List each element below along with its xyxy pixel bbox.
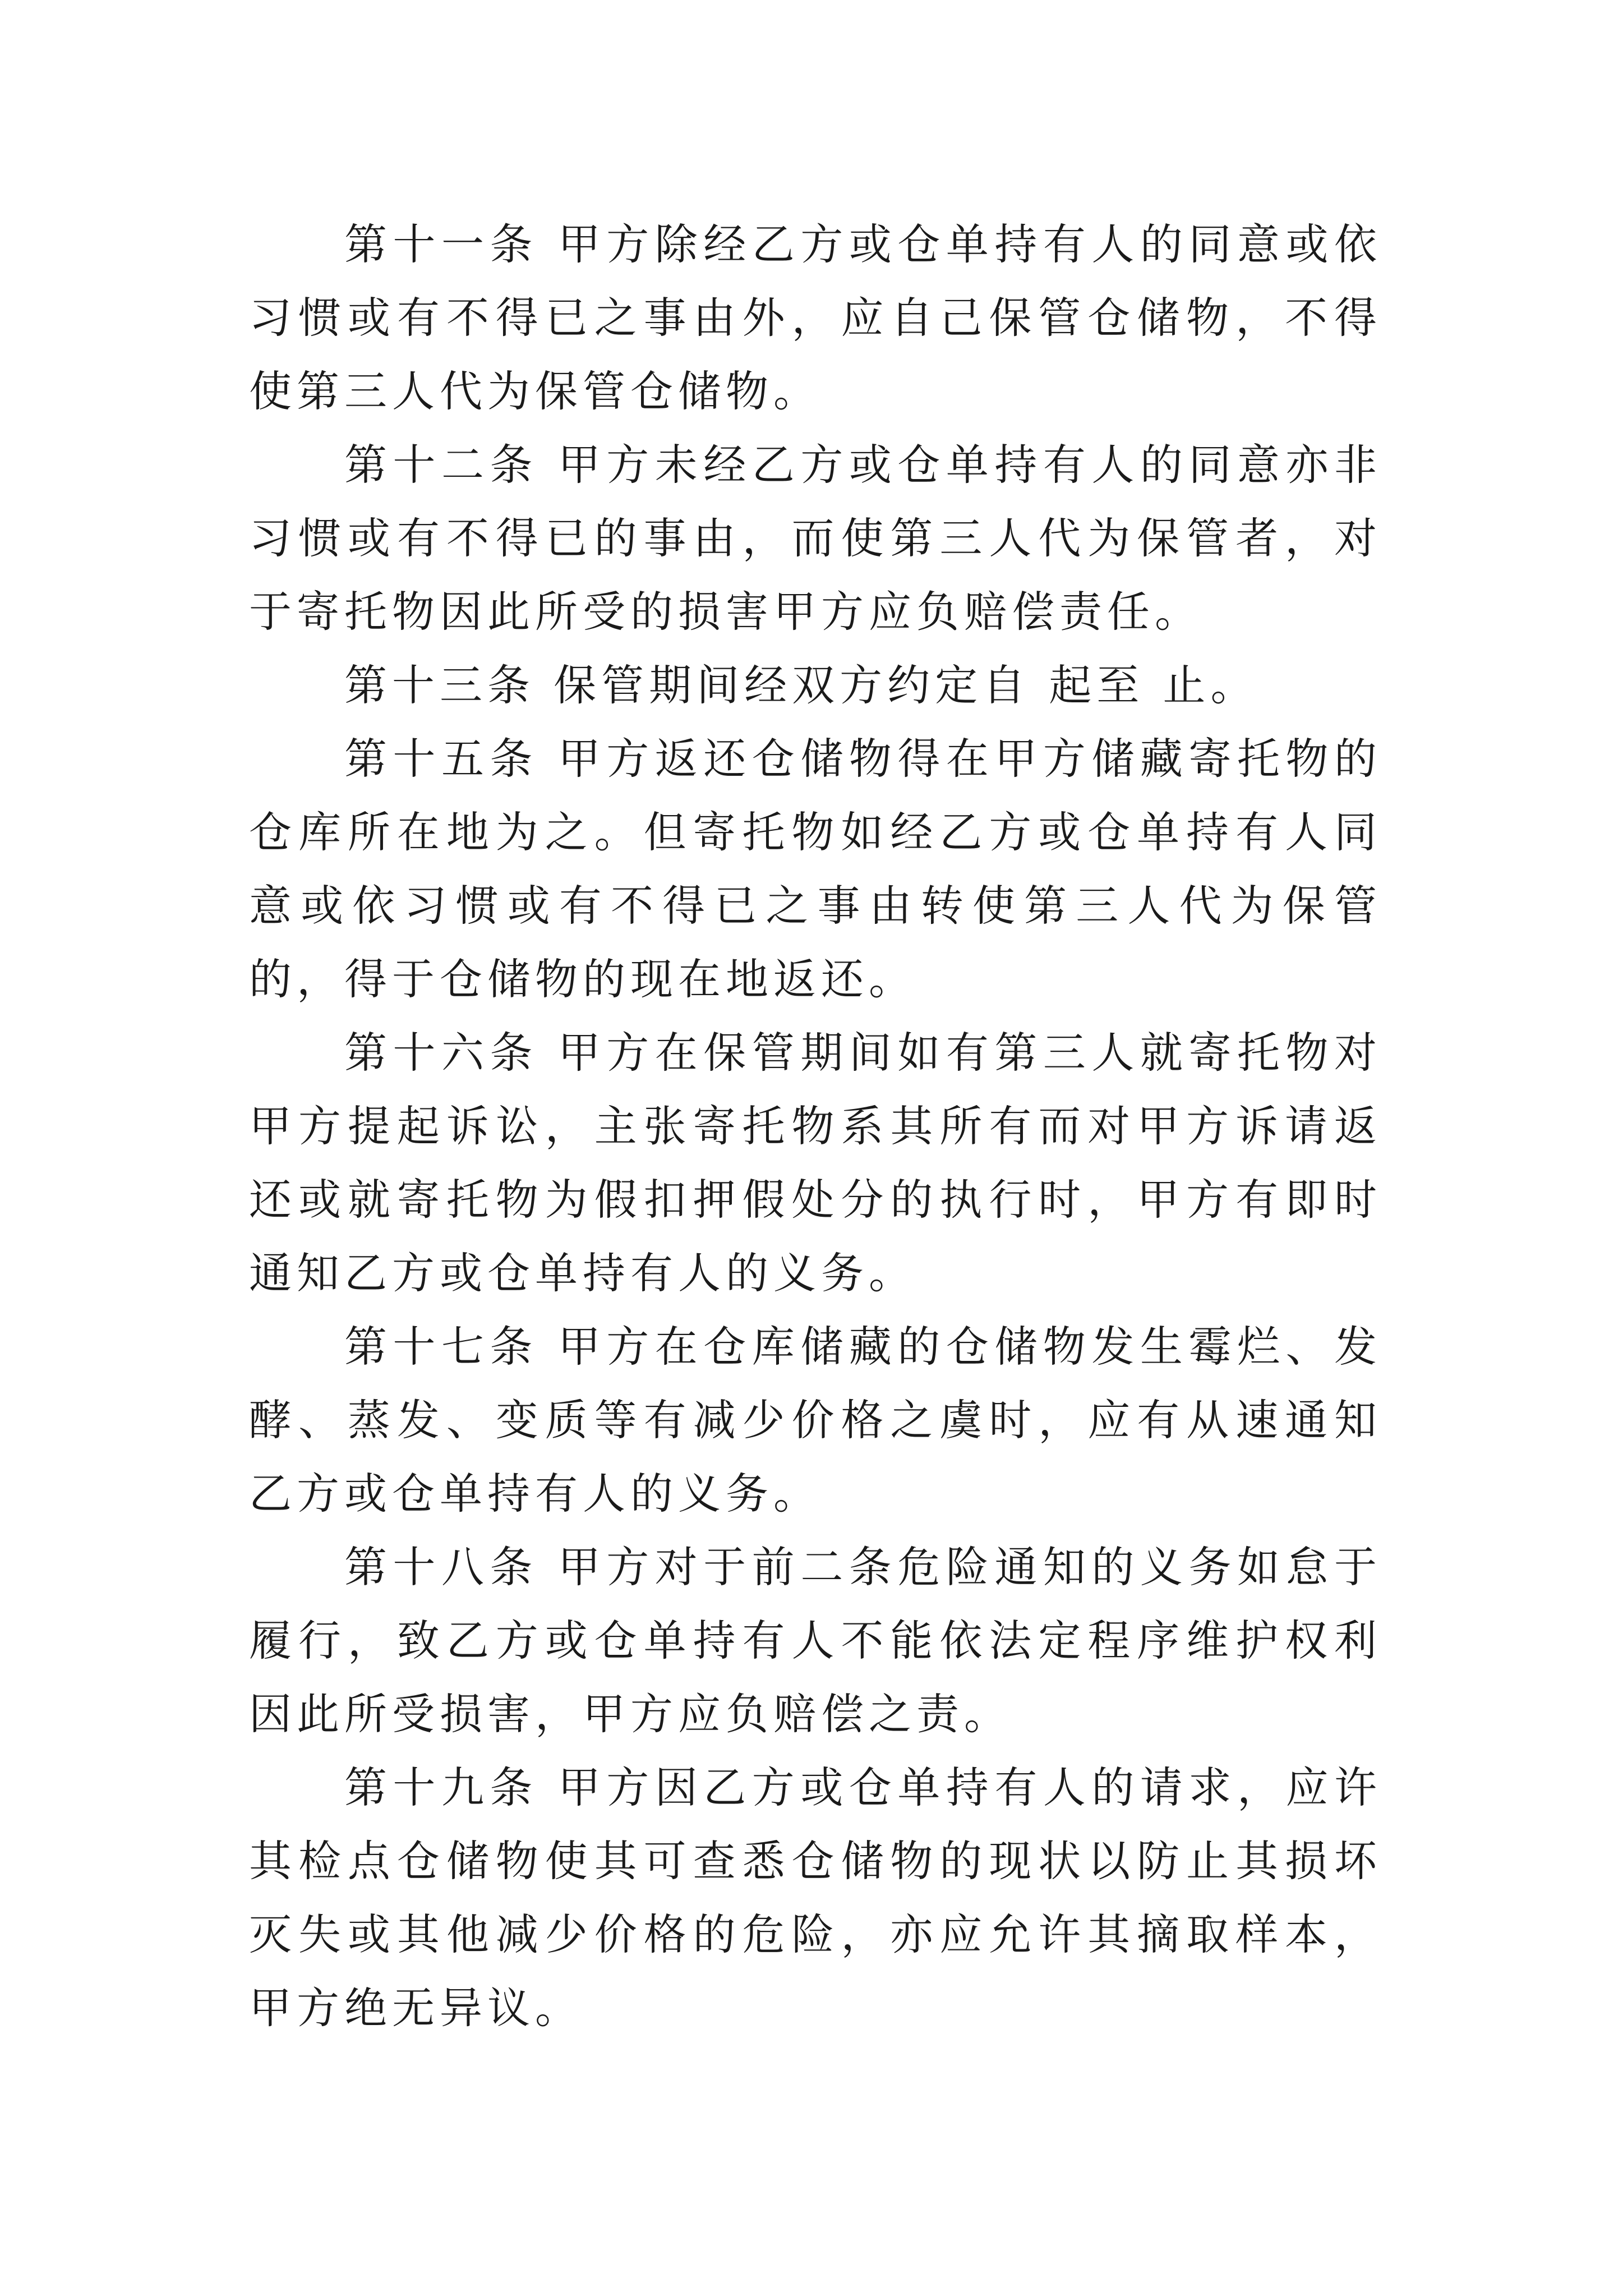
article-17-paragraph: 第十七条 甲方在仓库储藏的仓储物发生霉烂、发酵、蒸发、变质等有减少价格之虞时，应有从速通知乙方或仓单持有人的义务。 xyxy=(249,1322,1382,1519)
article-12-paragraph: 第十二条 甲方未经乙方或仓单持有人的同意亦非习惯或有不得已的事由，而使第三人代为保管者，对于寄托物因此所受的损害甲方应负赔偿责任。 xyxy=(249,440,1382,637)
article-19-paragraph: 第十九条 甲方因乙方或仓单持有人的请求，应许其检点仓储物使其可查悉仓储物的现状以防止其损坏灭失或其他减少价格的危险，亦应允许其摘取样本，甲方绝无异议。 xyxy=(249,1763,1382,2033)
article-13-paragraph: 第十三条 保管期间经双方约定自 起至 止。 xyxy=(344,660,1258,710)
article-15-paragraph: 第十五条 甲方返还仓储物得在甲方储藏寄托物的仓库所在地为之。但寄托物如经乙方或仓单持有人同意或依习惯或有不得已之事由转使第三人代为保管的，得于仓储物的现在地返还。 xyxy=(249,734,1382,1004)
document-body xyxy=(249,208,1382,2045)
article-18-paragraph: 第十八条 甲方对于前二条危险通知的义务如怠于履行，致乙方或仓单持有人不能依法定程序维护权利因此所受损害，甲方应负赔偿之责。 xyxy=(249,1542,1382,1739)
article-11-paragraph: 第十一条 甲方除经乙方或仓单持有人的同意或依习惯或有不得已之事由外，应自己保管仓储物，不得使第三人代为保管仓储物。 xyxy=(249,219,1382,416)
article-16-paragraph: 第十六条 甲方在保管期间如有第三人就寄托物对甲方提起诉讼，主张寄托物系其所有而对甲方诉请返还或就寄托物为假扣押假处分的执行时，甲方有即时通知乙方或仓单持有人的义务。 xyxy=(249,1028,1382,1298)
